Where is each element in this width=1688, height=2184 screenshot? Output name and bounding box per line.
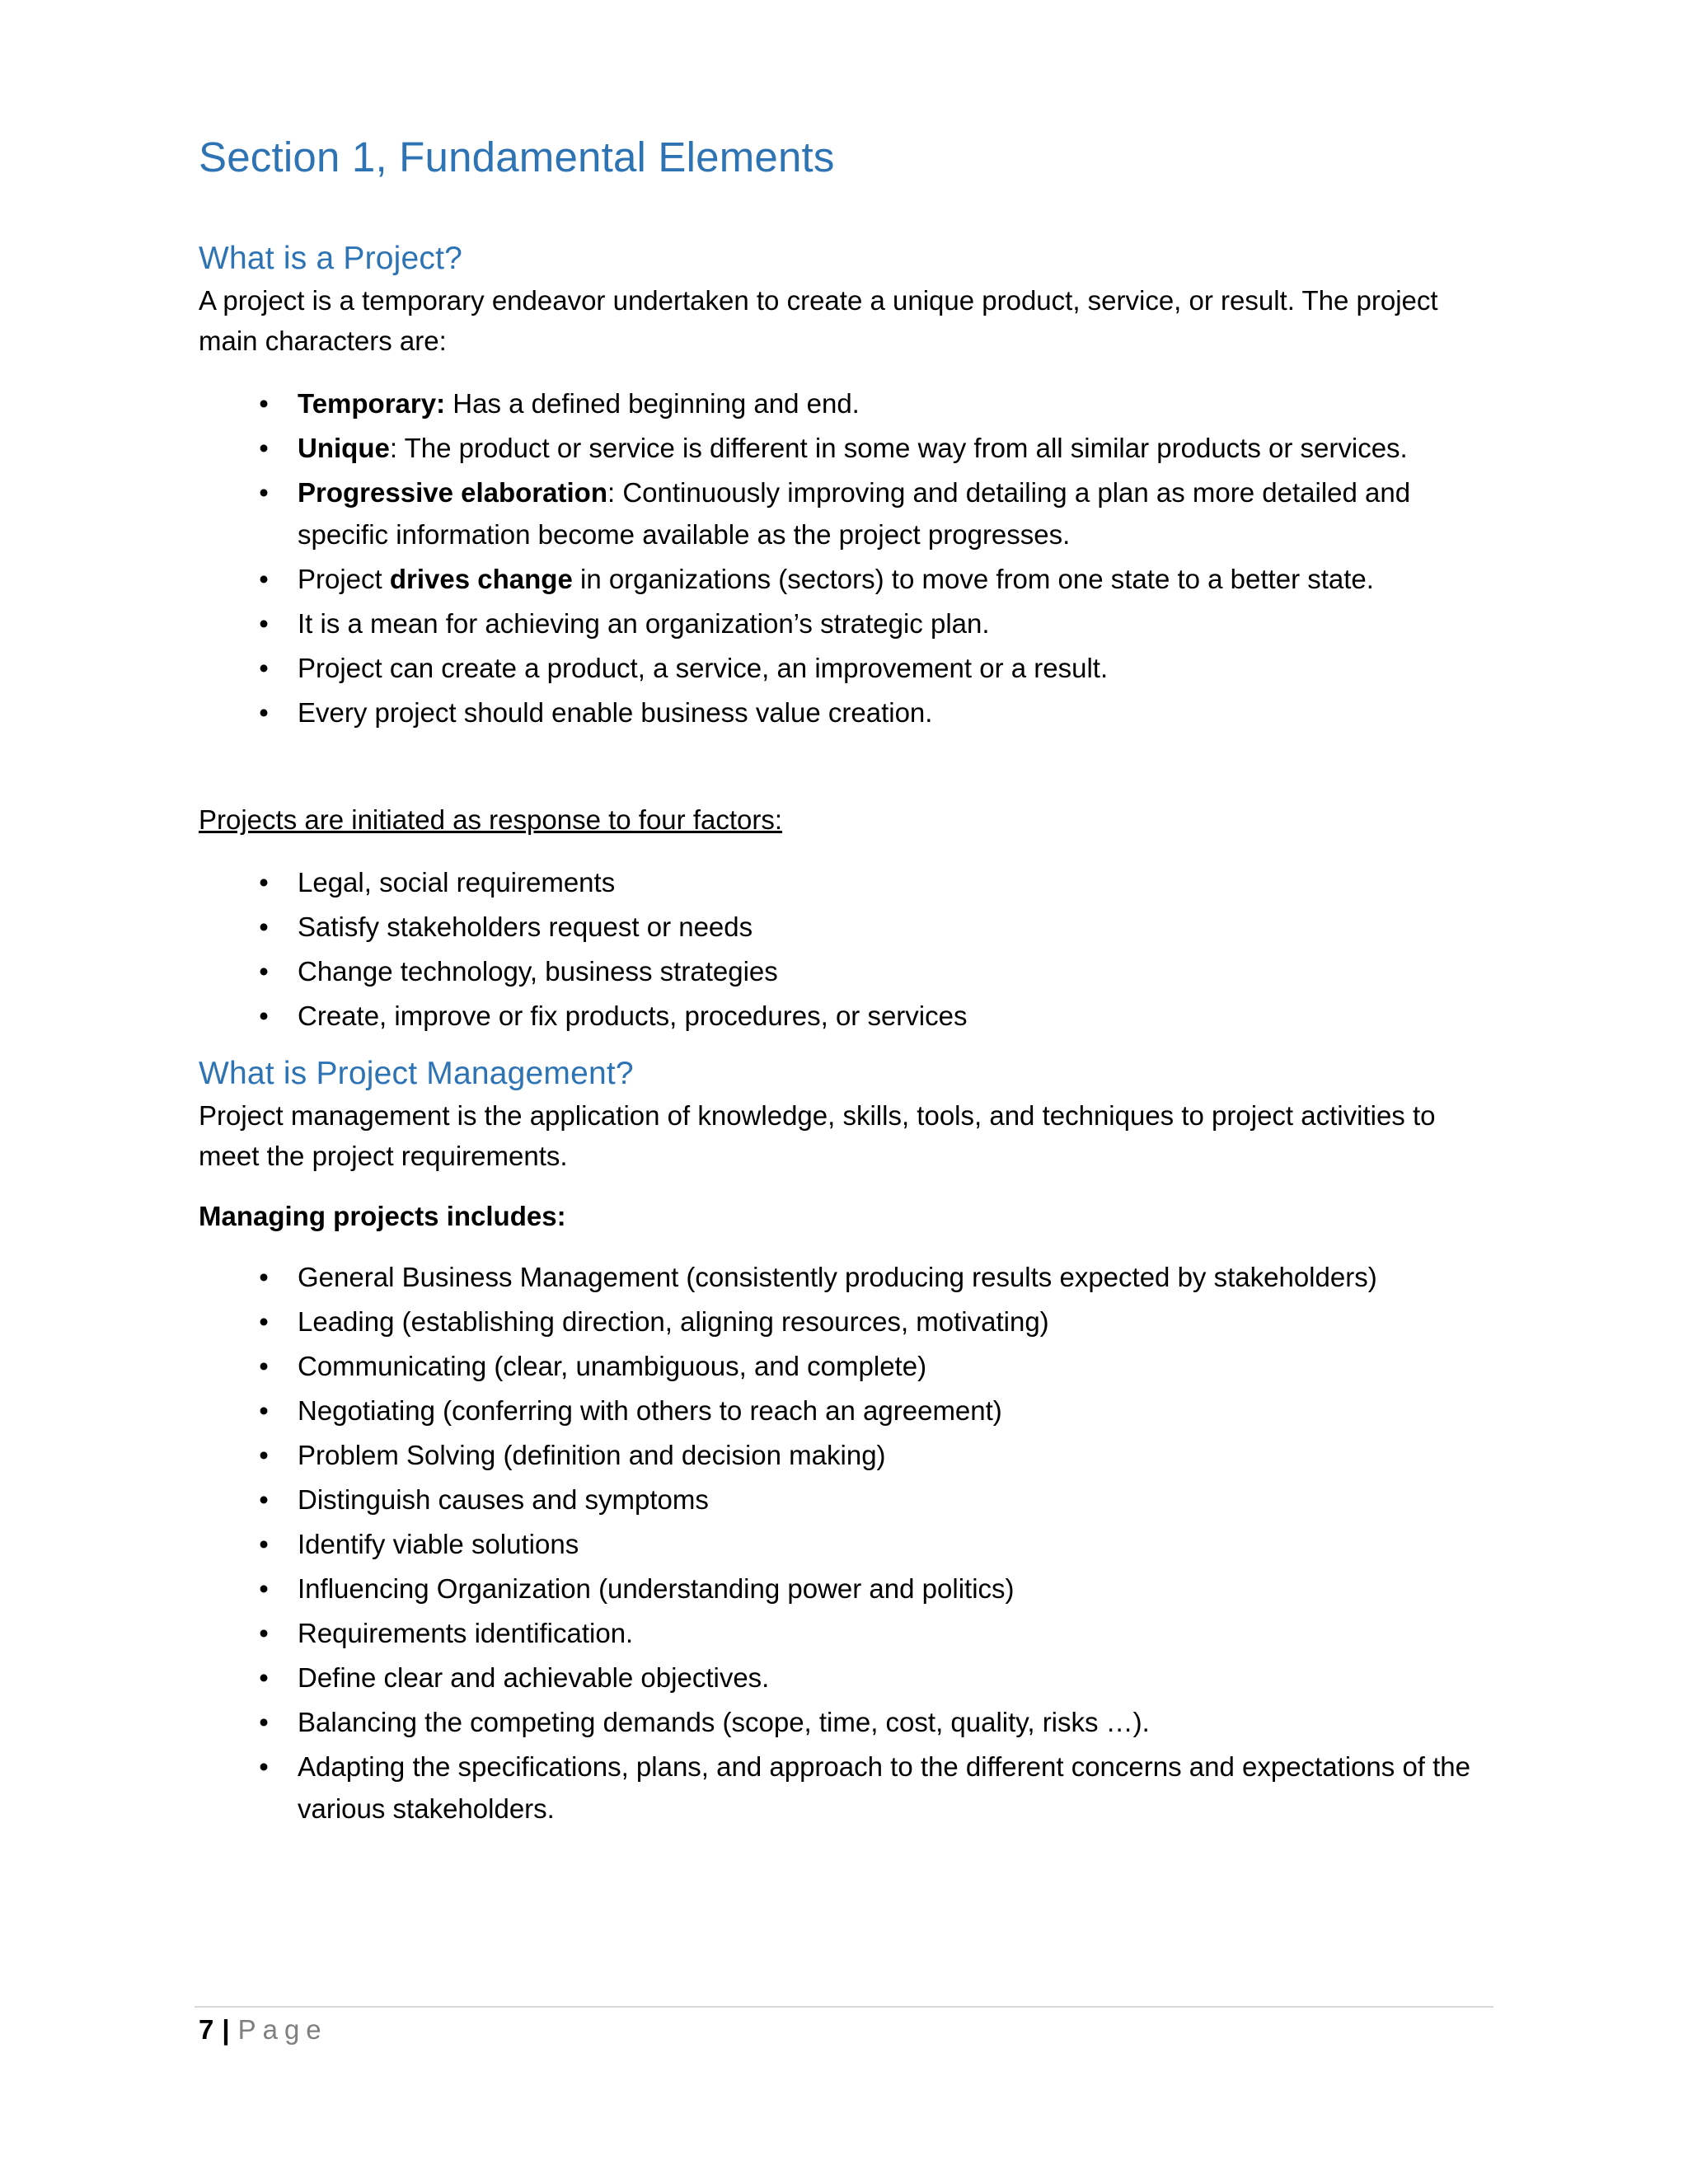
bullet-icon: • (259, 911, 269, 942)
footer-separator: | (222, 2014, 230, 2045)
bullet-icon: • (259, 1000, 269, 1031)
item-text: Leading (establishing direction, aligning resources, motivating) (298, 1305, 1049, 1337)
includes-heading: Managing projects includes: (199, 1200, 566, 1231)
item-text: Identify viable solutions (298, 1528, 579, 1559)
item-text: Project can create a product, a service, an improvement or a result. (298, 652, 1109, 683)
pm-heading: What is Project Management? (199, 1055, 634, 1091)
list-item (199, 1434, 1493, 1476)
list-item (199, 1612, 1493, 1654)
bullet-icon: • (259, 1483, 269, 1515)
bullet-icon: • (259, 1305, 269, 1337)
bullet-icon: • (259, 1750, 269, 1782)
list-item (199, 471, 1493, 555)
item-text-bold: drives change (389, 563, 573, 594)
list-item (199, 427, 1493, 469)
item-text: It is a mean for achieving an organization’s strategic plan. (298, 607, 990, 639)
list-item (199, 1523, 1493, 1565)
bullet-icon: • (259, 607, 269, 639)
list-item (199, 1479, 1493, 1521)
page-content (199, 132, 1493, 1832)
bullet-icon: • (259, 1261, 269, 1292)
list-item (199, 1345, 1493, 1387)
bullet-icon: • (259, 1528, 269, 1559)
item-text: Influencing Organization (understanding power and politics) (298, 1572, 1015, 1604)
item-text: Distinguish causes and symptoms (298, 1483, 709, 1515)
page-number: 7 (199, 2014, 214, 2045)
list-item (199, 647, 1493, 689)
list-item (199, 691, 1493, 733)
list-item (199, 382, 1493, 424)
bullet-icon: • (259, 1706, 269, 1737)
list-item (199, 558, 1493, 600)
item-text-bold: Unique (298, 432, 390, 463)
bullet-icon: • (259, 1572, 269, 1604)
pm-intro: Project management is the application of knowledge, skills, tools, and techniques to project activities to meet the project requirements. (199, 1099, 1436, 1171)
footer-divider (195, 2006, 1493, 2008)
bullet-icon: • (259, 387, 269, 419)
list-item (199, 1701, 1493, 1743)
bullet-icon: • (259, 563, 269, 594)
list-item (199, 1256, 1493, 1298)
item-text: Balancing the competing demands (scope, time, cost, quality, risks …). (298, 1706, 1150, 1737)
item-text: Satisfy stakeholders request or needs (298, 911, 753, 942)
bullet-icon: • (259, 1439, 269, 1470)
bullet-icon: • (259, 1617, 269, 1648)
project-heading: What is a Project? (199, 241, 463, 277)
item-text: General Business Management (consistently producing results expected by stakeholders) (298, 1261, 1377, 1292)
item-text-pre: Project (298, 563, 390, 594)
page-footer (199, 2011, 328, 2048)
list-item (199, 861, 1493, 903)
bullet-icon: • (259, 432, 269, 463)
item-text-bold: Temporary: (298, 387, 446, 419)
characteristics-list (199, 382, 1493, 733)
item-text: Negotiating (conferring with others to reach an agreement) (298, 1394, 1002, 1426)
item-text: Create, improve or fix products, procedures, or services (298, 1000, 968, 1031)
item-text: Every project should enable business value creation. (298, 696, 933, 728)
item-text: Change technology, business strategies (298, 955, 778, 987)
item-text: Problem Solving (definition and decision making) (298, 1439, 886, 1470)
list-item (199, 1301, 1493, 1343)
list-item (199, 950, 1493, 992)
bullet-icon: • (259, 1350, 269, 1381)
item-text-bold: Progressive elaboration (298, 476, 607, 508)
item-text: : The product or service is different in some way from all similar products or services. (389, 432, 1408, 463)
list-item (199, 602, 1493, 644)
item-text: in organizations (sectors) to move from one state to a better state. (572, 563, 1374, 594)
includes-list (199, 1256, 1493, 1830)
item-text: Adapting the specifications, plans, and approach to the different concerns and expectations of the various stakeholders. (298, 1750, 1471, 1824)
list-item (199, 906, 1493, 948)
list-item (199, 1657, 1493, 1699)
item-text: Has a defined beginning and end. (445, 387, 860, 419)
item-text: Legal, social requirements (298, 866, 616, 898)
bullet-icon: • (259, 652, 269, 683)
list-item (199, 1568, 1493, 1610)
section-title: Section 1, Fundamental Elements (199, 134, 835, 180)
item-text: Communicating (clear, unambiguous, and complete) (298, 1350, 927, 1381)
item-text: : Continuously improving and detailing a plan as more detailed and specific information become available as the project progresses. (298, 476, 1411, 550)
bullet-icon: • (259, 866, 269, 898)
project-intro: A project is a temporary endeavor undertaken to create a unique product, service, or result. The project main characters are: (199, 284, 1438, 356)
bullet-icon: • (259, 476, 269, 508)
list-item (199, 1746, 1493, 1830)
item-text: Requirements identification. (298, 1617, 634, 1648)
page-label: Page (237, 2014, 328, 2045)
bullet-icon: • (259, 955, 269, 987)
factors-heading: Projects are initiated as response to four factors: (199, 804, 783, 835)
list-item (199, 1390, 1493, 1432)
factors-list (199, 861, 1493, 1037)
bullet-icon: • (259, 1661, 269, 1693)
item-text: Define clear and achievable objectives. (298, 1661, 770, 1693)
list-item (199, 995, 1493, 1037)
bullet-icon: • (259, 696, 269, 728)
bullet-icon: • (259, 1394, 269, 1426)
